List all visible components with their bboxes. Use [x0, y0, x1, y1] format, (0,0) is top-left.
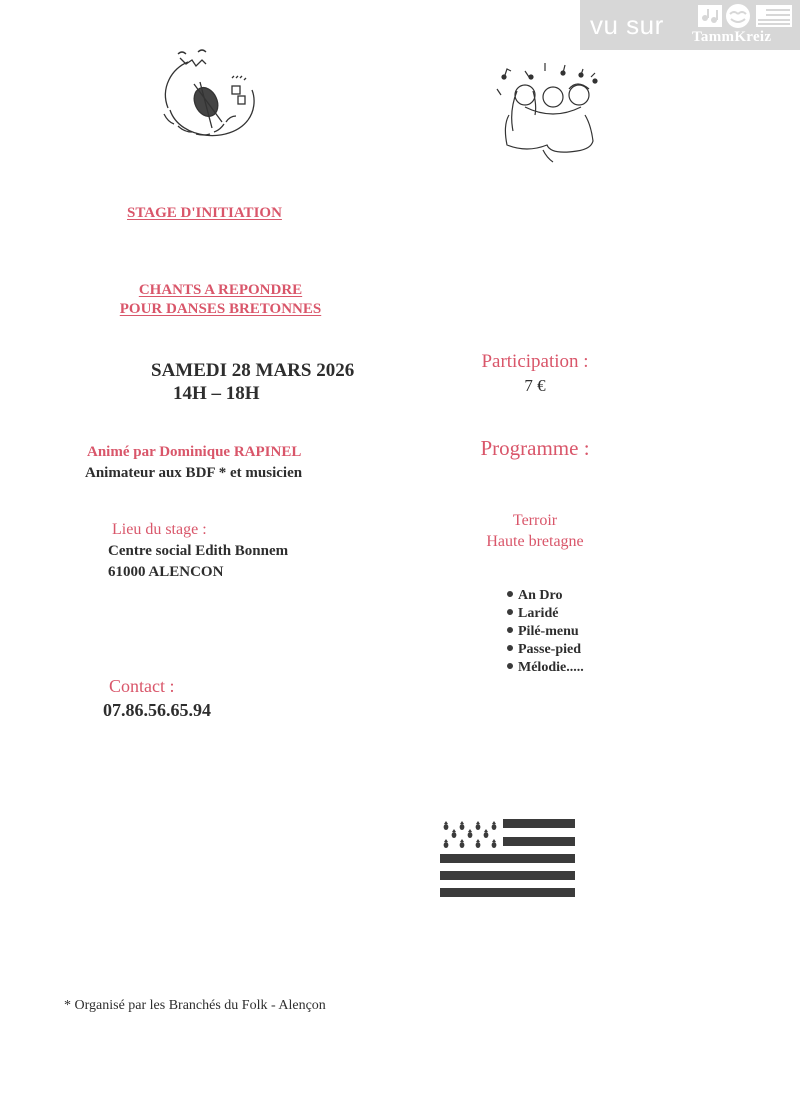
contact-label: Contact : — [109, 676, 175, 696]
location-address: Centre social Edith Bonnem — [108, 543, 289, 559]
tammkreiz-watermark — [580, 0, 800, 50]
bullet-icon — [507, 609, 513, 615]
animator-role: Animateur aux BDF * et musicien — [85, 465, 303, 481]
location-city: 61000 ALENCON — [108, 564, 224, 580]
event-date: SAMEDI 28 MARS 2026 — [151, 360, 355, 381]
subtitle-line-1: CHANTS A REPONDRE — [138, 282, 303, 298]
participation-label: Participation : — [481, 351, 589, 372]
flag-stripe — [440, 888, 575, 897]
dance-item: Passe-pied — [507, 641, 584, 659]
animator-name: Animé par Dominique RAPINEL — [87, 444, 302, 460]
location-label: Lieu du stage : — [112, 521, 207, 538]
terroir-region: Haute bretagne — [486, 533, 584, 550]
subtitle-line-2: POUR DANSES BRETONNES — [119, 301, 322, 317]
breton-flag-icon — [440, 818, 575, 898]
flag-stripe — [440, 854, 575, 863]
dance-item: Mélodie..... — [507, 659, 584, 677]
dance-item: Laridé — [507, 605, 584, 623]
dance-list — [507, 587, 584, 677]
event-time: 14H – 18H — [173, 383, 260, 404]
bullet-icon — [507, 663, 513, 669]
participation-price: 7 € — [524, 376, 546, 395]
stage-subtitle — [98, 281, 343, 319]
bullet-icon — [507, 645, 513, 651]
stage-title: STAGE D'INITIATION — [127, 205, 282, 221]
terroir-block — [470, 510, 600, 552]
flag-stripe — [440, 871, 575, 880]
branches-du-folk-logo-icon — [150, 48, 270, 148]
watermark-brand: TammKreiz — [692, 29, 772, 45]
bullet-icon — [507, 627, 513, 633]
footer-note: * Organisé par les Branchés du Folk - Alençon — [64, 998, 326, 1013]
ermine-canton-icon — [440, 818, 500, 856]
terroir-label: Terroir — [512, 512, 558, 529]
flag-stripe — [503, 819, 575, 828]
watermark-text: vu sur — [590, 9, 664, 40]
dance-item: Pilé-menu — [507, 623, 584, 641]
contact-phone: 07.86.56.65.94 — [103, 700, 211, 720]
singing-people-illustration-icon — [495, 55, 610, 165]
programme-label: Programme : — [480, 436, 590, 460]
flag-stripe — [503, 837, 575, 846]
dance-item: An Dro — [507, 587, 584, 605]
bullet-icon — [507, 591, 513, 597]
